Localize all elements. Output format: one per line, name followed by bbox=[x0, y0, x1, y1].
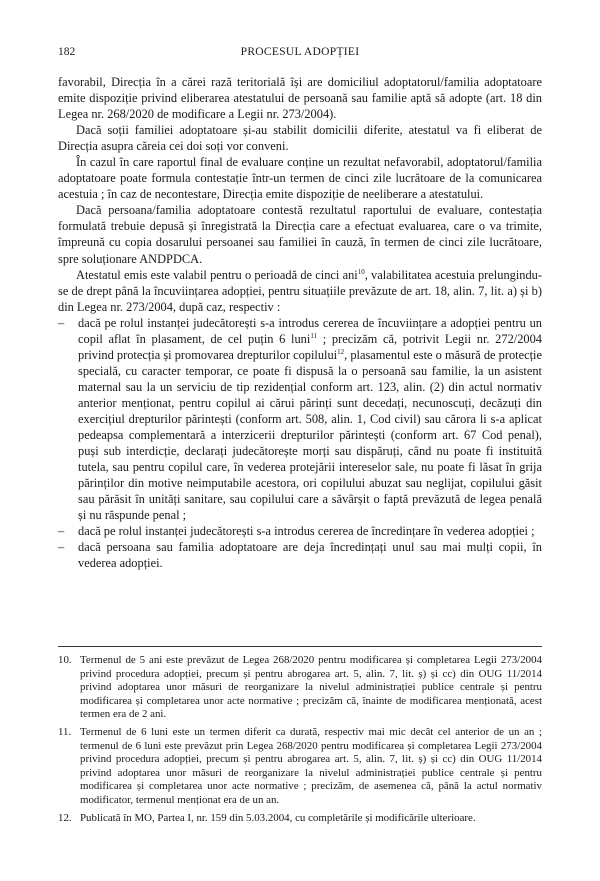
footnote-text: Publicată în MO, Partea I, nr. 159 din 5.03.2004, cu completările și modificările ulterioare. bbox=[80, 811, 476, 824]
footnote-text: Termenul de 5 ani este prevăzut de Legea 268/2020 pentru modificarea și completarea Legii 273/2004 privind procedura adopției, precum și pentru abrogarea art. 5, alin. 7, lit. ș) și cc) din OUG 11/2014 privind adoptarea unor măsuri de reorganizare la nivelul administrației publice centrale și pentru modificarea și completarea unor acte normative ; precizăm că, înainte de modificarea menționată, acest termen era de 2 ani. bbox=[80, 654, 542, 721]
footnote-number: 12. bbox=[58, 811, 72, 824]
paragraph-domicile: Dacă soții familiei adoptatoare și-au stabilit domicilii diferite, atestatul va fi eliberat de Direcția asupra căreia cei doi soți vor conveni. bbox=[58, 123, 542, 154]
footnote bbox=[58, 654, 542, 722]
item-placement-text-a: dacă pe rolul instanței judecătorești s-a introdus cererea de încuviințare a adopției pentru un copil aflat în plasament, de cel puțin 6 luni bbox=[78, 315, 542, 346]
body-text bbox=[58, 74, 542, 571]
paragraph-validity bbox=[58, 267, 542, 315]
footnote-separator bbox=[58, 646, 542, 647]
paragraph-unfavorable-report: În cazul în care raportul final de evaluare conține un rezultat nefavorabil, adoptatorul/familia adoptatoare poate formula contestație într-un termen de cinci zile lucrătoare de la comunicarea acestuia ; în caz de necontestare, Direcția emite dispoziție de neeliberare a atestatului. bbox=[58, 155, 542, 202]
paragraph-continuation: favorabil, Direcția în a cărei rază teritorială își are domiciliul adoptatorul/familia adoptatoare emite dispoziție privind eliberarea atestatului de persoană sau familie aptă să adopte (art. 18 din Legea nr. 268/2020 de modificare a Legii nr. 273/2004). bbox=[58, 75, 542, 122]
page-number: 182 bbox=[58, 46, 76, 58]
validity-text-end: , valabilitatea acestuia prelungindu-se de drept până la încuviințarea adopției, pentru situațiile prevăzute de art. 18, alin. 7, lit. a) și b) din Legea nr. 273/2004, după caz, respectiv : bbox=[58, 267, 542, 314]
item-already-entrusted-text: dacă persoana sau familia adoptatoare are deja încredințați unul sau mai mulți copii, în vederea adopției. bbox=[78, 540, 542, 571]
footnote-ref-10: 10 bbox=[357, 267, 365, 276]
running-head: PROCESUL ADOPȚIEI bbox=[240, 46, 360, 58]
footnote-ref-11: 11 bbox=[310, 331, 318, 340]
dash-bullet: – bbox=[58, 540, 65, 555]
list-item bbox=[58, 539, 542, 571]
footnote bbox=[58, 726, 542, 808]
item-placement-text-c: , plasamentul este o măsură de protecție specială, cu caracter temporar, ce poate fi dispusă la o persoană sau familie, la un asistent maternal sau la un serviciu de tip rezidențial conform art. 123, alin. (2) din actul normativ anterior menționat, pentru copilul ai cărui părinți sunt decedați, necunoscuți, decăzuți din exercițiul drepturilor părintești (conform art. 508, alin. 1, Cod civil) sau cărora li s-a aplicat pedeapsa complementară a interzicerii drepturilor părintești (conform art. 67 Cod penal), puși sub interdicție, declarați judecătorește morți sau dispăruți, când nu poate fi instituită tutela, sau pentru copilul care, în vederea protejării intereselor sale, nu poate fi lăsat în grija părinților din motive neimputabile acestora, ori copilului abuzat sau neglijat, copilului găsit sau părăsit în unități sanitare, sau copilului care a săvârșit o faptă prevăzută de legea penală și nu răspunde penal ; bbox=[78, 347, 542, 523]
footnote-ref-12: 12 bbox=[337, 347, 345, 356]
paragraph-contestation: Dacă persoana/familia adoptatoare contestă rezultatul raportului de evaluare, contestația formulată trebuie depusă și înregistrată la Direcția care a efectuat evaluarea, care o va trimite, împreună cu copia dosarului persoanei sau familiei în cauză, în termen de cinci zile lucrătoare, spre soluționare ANDPDCA. bbox=[58, 203, 542, 266]
footnote-text: Termenul de 6 luni este un termen diferit ca durată, respectiv mai mic decât cel anterior de un an ; termenul de 6 luni este prevăzut prin Legea 268/2020 pentru modificarea și completarea Legii 273/2004 privind procedura adopției, precum și pentru abrogarea art. 5, alin. 7, lit. ș) și cc) din OUG 11/2014 privind adoptarea unor măsuri de reorganizare la nivelul administrației publice centrale și pentru modificarea și completarea unor acte normative ; precizăm, de asemenea că, până la actul normativ modificator, termenul menționat era de un an. bbox=[80, 725, 542, 806]
footnote bbox=[58, 812, 542, 826]
list-item bbox=[58, 523, 542, 539]
footnote-number: 11. bbox=[58, 725, 72, 738]
footnote-number: 10. bbox=[58, 654, 72, 666]
footnotes bbox=[58, 654, 542, 829]
validity-text-start: Atestatul emis este valabil pentru o perioadă de cinci ani bbox=[76, 267, 358, 282]
dash-bullet: – bbox=[58, 315, 65, 330]
item-placement-text-b: ; precizăm că, potrivit Legii nr. 272/2004 privind protecția și promovarea drepturilor copilului bbox=[78, 331, 542, 362]
situations-list bbox=[58, 315, 542, 572]
list-item bbox=[58, 315, 542, 524]
item-entrustment-text: dacă pe rolul instanței judecătorești s-a introdus cererea de încredințare în vederea adopției ; bbox=[78, 524, 535, 539]
page-header bbox=[58, 46, 542, 66]
dash-bullet: – bbox=[58, 524, 65, 539]
